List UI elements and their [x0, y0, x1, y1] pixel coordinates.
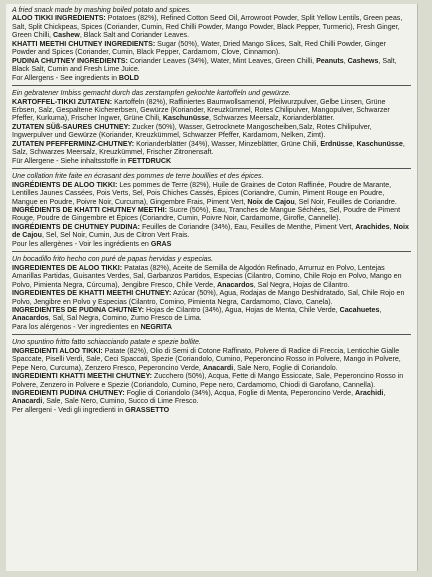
- section-divider: [12, 251, 411, 252]
- bold-text: GRAS: [150, 239, 172, 248]
- ingredient-paragraph: [12, 323, 411, 331]
- section-divider: [12, 168, 411, 169]
- text-run: Feuilles de Coriandre (34%), Eau, Feuilles de Menthe, Piment Vert,: [139, 222, 356, 231]
- bold-text: GRASSETTO: [125, 405, 170, 414]
- bold-text: INGREDIENTES DE KHATTI MEETHI CHUTNEY:: [12, 289, 172, 298]
- bold-text: KHATTI MEETHI CHUTNEY INGREDIENTS:: [12, 39, 156, 48]
- text-run: Kartoffeln (82%), Raffiniertes Baumwollsamenöl, Pfeilwurzpulver, Gelbe Linsen, Grüne Erbsen, Salz, Gespaltene Kichererbsen, Gewürze (Koriander, Kreuzkümmel, Rotes Chilipulver, Mangopulver, Schwarzer Pfeffer, Kurkuma), Frischer Ingwer, Grüne Chili,: [12, 97, 390, 123]
- bold-text: KARTOFFEL-TIKKI ZUTATEN:: [12, 97, 113, 106]
- text-run: , Sel Noir, Feuilles de Coriandre.: [294, 197, 397, 206]
- ingredient-paragraph: [12, 372, 411, 389]
- text-run: Für Allergene - Siehe inhaltsstoffe in: [12, 156, 128, 165]
- bold-text: Kaschunüsse: [162, 114, 210, 123]
- text-run: ,: [352, 139, 357, 148]
- ingredient-paragraph: [12, 98, 411, 123]
- text-run: Coriander Leaves (34%), Water, Mint Leaves, Green Chilli,: [127, 56, 317, 65]
- text-run: ,: [383, 389, 386, 398]
- text-run: Zucker (50%), Wasser, Getrocknete Mangoscheiben,Salz, Rotes Chilipulver, Ingwerpulver und Gewürze (Koriander, Kreuzkümmel, Schwarzer Pfeffer, Kardamom, Nelken, Zimt).: [12, 122, 372, 140]
- language-section: [12, 89, 411, 165]
- bold-text: Noix de Cajou: [247, 197, 295, 206]
- text-run: , Sel, Sel Noir, Cumin, Jus de Citron Vert Frais.: [41, 231, 190, 240]
- text-run: ,: [389, 222, 394, 231]
- bold-text: Noix de Cajou: [12, 222, 409, 240]
- bold-text: Cacahuetes: [339, 305, 380, 314]
- text-run: , Sale, Sale Nero, Cumino, Succo di Lime Fresco.: [42, 397, 199, 406]
- ingredient-paragraph: [12, 347, 411, 372]
- bold-text: INGRÉDIENTS DE ALOO TIKKI:: [12, 180, 118, 189]
- text-run: Potatoes (82%), Refined Cotton Seed Oil, Arrowroot Powder, Split Yellow Lentils, Green peas, Salt, Split Chickpeas, Spices (Coriander, Cumin, Red Chilli Powder, Mango Powder, Black Pepper, Turmeric), Fresh Ginger, Green Chilli,: [12, 14, 403, 40]
- bold-text: INGREDIENTES DE PUDINA CHUTNEY:: [12, 305, 145, 314]
- text-run: ,: [343, 56, 348, 65]
- bold-text: Cashew: [53, 31, 80, 40]
- text-run: Sucre (50%), Eau, Tranches de Mangue Séchées, Sel, Poudre de Piment Rouge, Poudre de Gingembre et Épices (Coriandre, Cumin, Poivre Noir, Cardamome, Girofle, Cannelle).: [12, 205, 401, 223]
- text-run: Korianderblätter (34%), Wasser, Minzeblätter, Grüne Chili,: [134, 139, 321, 148]
- language-section: [12, 6, 411, 82]
- bold-text: Anacardos: [217, 280, 254, 289]
- ingredient-paragraph: [12, 14, 411, 39]
- bold-text: Cashews: [347, 56, 379, 65]
- bold-text: ZUTATEN SÜß-SAURES CHUTNEY:: [12, 122, 131, 131]
- text-run: Foglie di Coriandolo (34%), Acqua, Foglie di Menta, Peperoncino Verde,: [124, 389, 356, 398]
- ingredient-paragraph: [12, 240, 411, 248]
- section-divider: [12, 334, 411, 335]
- ingredient-paragraph: [12, 406, 411, 414]
- ingredient-paragraph: [12, 289, 411, 306]
- section-intro: Ein gebratener Imbiss gemacht durch das zerstampfen gekochte kartoffeln und gewürze.: [12, 89, 291, 98]
- text-run: ,: [379, 305, 382, 314]
- bold-text: ZUTATEN PFEFFERMINZ-CHUTNEY:: [12, 139, 135, 148]
- bold-text: NEGRITA: [140, 322, 172, 331]
- text-run: , Schwarzes Meersalz, Korianderblätter.: [209, 114, 335, 123]
- ingredient-paragraph: [12, 74, 411, 82]
- text-run: Hojas de Cilantro (34%), Agua, Hojas de Menta, Chile Verde,: [144, 305, 340, 314]
- bold-text: Arachidi: [355, 389, 384, 398]
- text-run: Patate (82%), Olio di Semi di Cotone Raffinato, Polvere di Radice di Freccia, Lenticchie Gialle Spaccate, Piselli Verdi, Sale, Ceci Spaccati, Spezie (Coriandolo, Cumino, Peperoncino Rosso in Polvere, Mango in Polvere, Pepe Nero, Curcuma), Zenzero Fresco, Peperoncino Verde,: [12, 346, 401, 372]
- ingredient-paragraph: [12, 57, 411, 74]
- bold-text: Anacardi: [12, 397, 43, 406]
- ingredient-paragraph: [12, 306, 411, 323]
- section-divider: [12, 85, 411, 86]
- text-run: Para los alérgenos - Ver ingredientes en: [12, 322, 141, 331]
- bold-text: Anacardi: [202, 363, 234, 372]
- ingredient-paragraph: [12, 223, 411, 240]
- ingredient-paragraph: [12, 140, 411, 157]
- bold-text: ALOO TIKKI INGREDIENTS:: [12, 14, 106, 23]
- section-intro: Une collation frite faite en écrasant des pommes de terre bouillies et des épices.: [12, 172, 264, 181]
- bold-text: Arachides: [355, 222, 390, 231]
- text-run: Pour les allergènes - Voir les ingrédients en: [12, 239, 151, 248]
- bold-text: Erdnüsse: [320, 139, 353, 148]
- ingredient-paragraph: [12, 157, 411, 165]
- bold-text: INGREDIENTI ALOO TIKKI:: [12, 346, 103, 355]
- text-run: Patatas (82%), Aceite de Semilla de Algodón Refinado, Arrurruz en Polvo, Lentejas Amarillas Partidas, Guisantes Verdes, Sal, Garbanzos Partidos, Especias (Cilantro, Comino, Chile Rojo en Polvo, Mango en Polvo, Pimienta Negra, Cúrcuma), Jengibre Fresco, Chile Verde,: [12, 263, 402, 289]
- ingredient-paragraph: [12, 181, 411, 206]
- bold-text: PUDINA CHUTNEY INGREDIENTS:: [12, 56, 128, 65]
- text-run: Zucchero (50%), Acqua, Fette di Mango Essiccate, Sale, Peperoncino Rosso in Polvere, Zenzero in Polvere e Spezie (Coriandolo, Cumino, Pepe nero, Cardamomo, Chiodi di Garofano, Cannella).: [12, 372, 404, 389]
- bold-text: Peanuts: [316, 56, 344, 65]
- text-run: Azúcar (50%), Agua, Rodajas de Mango Deshidratado, Sal, Chile Rojo en Polvo, Jengibre en Polvo y Especias (Cilantro, Comino, Pimienta Negra, Cardamomo, Clavo, Canela).: [12, 289, 405, 306]
- ingredient-paragraph: [12, 123, 411, 140]
- ingredient-paragraph: [12, 40, 411, 57]
- bold-text: INGRÉDIENTS DE KHATTI CHUTNEY MEETHI:: [12, 205, 168, 214]
- text-run: Les pommes de Terre (82%), Huile de Graines de Coton Raffinée, Poudre de Marante, Lentilles Jaunes Cassées, Pois Verts, Sel, Pois Chiches Cassés, Épices (Coriandre, Cumin, Piment Rouge en Poudre, Mangue en Poudre, Poivre Noir, Curcuma), Gingembre Frais, Piment Vert,: [12, 180, 392, 206]
- bold-text: Kaschunüsse: [356, 139, 403, 148]
- bold-text: BOLD: [118, 73, 139, 82]
- bold-text: Anacardos: [12, 314, 49, 323]
- text-run: For Allergens - See ingredients in: [12, 73, 119, 82]
- text-run: Sugar (50%), Water, Dried Mango Slices, Salt, Red Chilli Powder, Ginger Powder and Spices (Coriander, Cumin, Black Pepper, Cardamom, Clove, Cinnamon).: [12, 39, 386, 57]
- language-section: [12, 338, 411, 414]
- text-run: , Salt, Black Salt, Cumin and Fresh Lime Juice.: [12, 56, 397, 74]
- section-intro: Un bocadillo frito hecho con puré de papas hervidas y especias.: [12, 255, 214, 264]
- bold-text: INGRÉDIENTS DE CHUTNEY PUDINA:: [12, 222, 140, 231]
- ingredients-label: [6, 4, 418, 571]
- ingredient-paragraph: [12, 264, 411, 289]
- ingredient-paragraph: [12, 389, 411, 406]
- text-run: Per allergeni - Vedi gli ingredienti in: [12, 405, 126, 414]
- text-run: , Sal Negra, Hojas de Cilantro.: [253, 280, 350, 289]
- section-intro: Uno spuntino fritto fatto schiacciando patate e spezie bollite.: [12, 338, 201, 347]
- language-section: [12, 255, 411, 331]
- ingredient-paragraph: [12, 206, 411, 223]
- text-run: , Black Salt and Coriander Leaves.: [79, 31, 190, 40]
- language-section: [12, 172, 411, 248]
- bold-text: INGREDIENTES DE ALOO TIKKI:: [12, 263, 123, 272]
- section-intro: A fried snack made by mashing boiled potato and spices.: [12, 6, 192, 14]
- text-run: , Sal, Sal Negra, Comino, Zumo Fresco de Lima.: [48, 314, 202, 323]
- text-run: , Sale Nero, Foglie di Coriandolo.: [233, 363, 338, 372]
- bold-text: INGREDIENTI PUDINA CHUTNEY:: [12, 389, 125, 398]
- bold-text: INGREDIENTI KHATTI MEETHI CHUTNEY:: [12, 372, 153, 381]
- bold-text: FETTDRUCK: [127, 156, 172, 165]
- text-run: , Salz, Schwarzes Meersalz, Kreuzkümmel, Frischer Zitronensaft.: [12, 139, 405, 157]
